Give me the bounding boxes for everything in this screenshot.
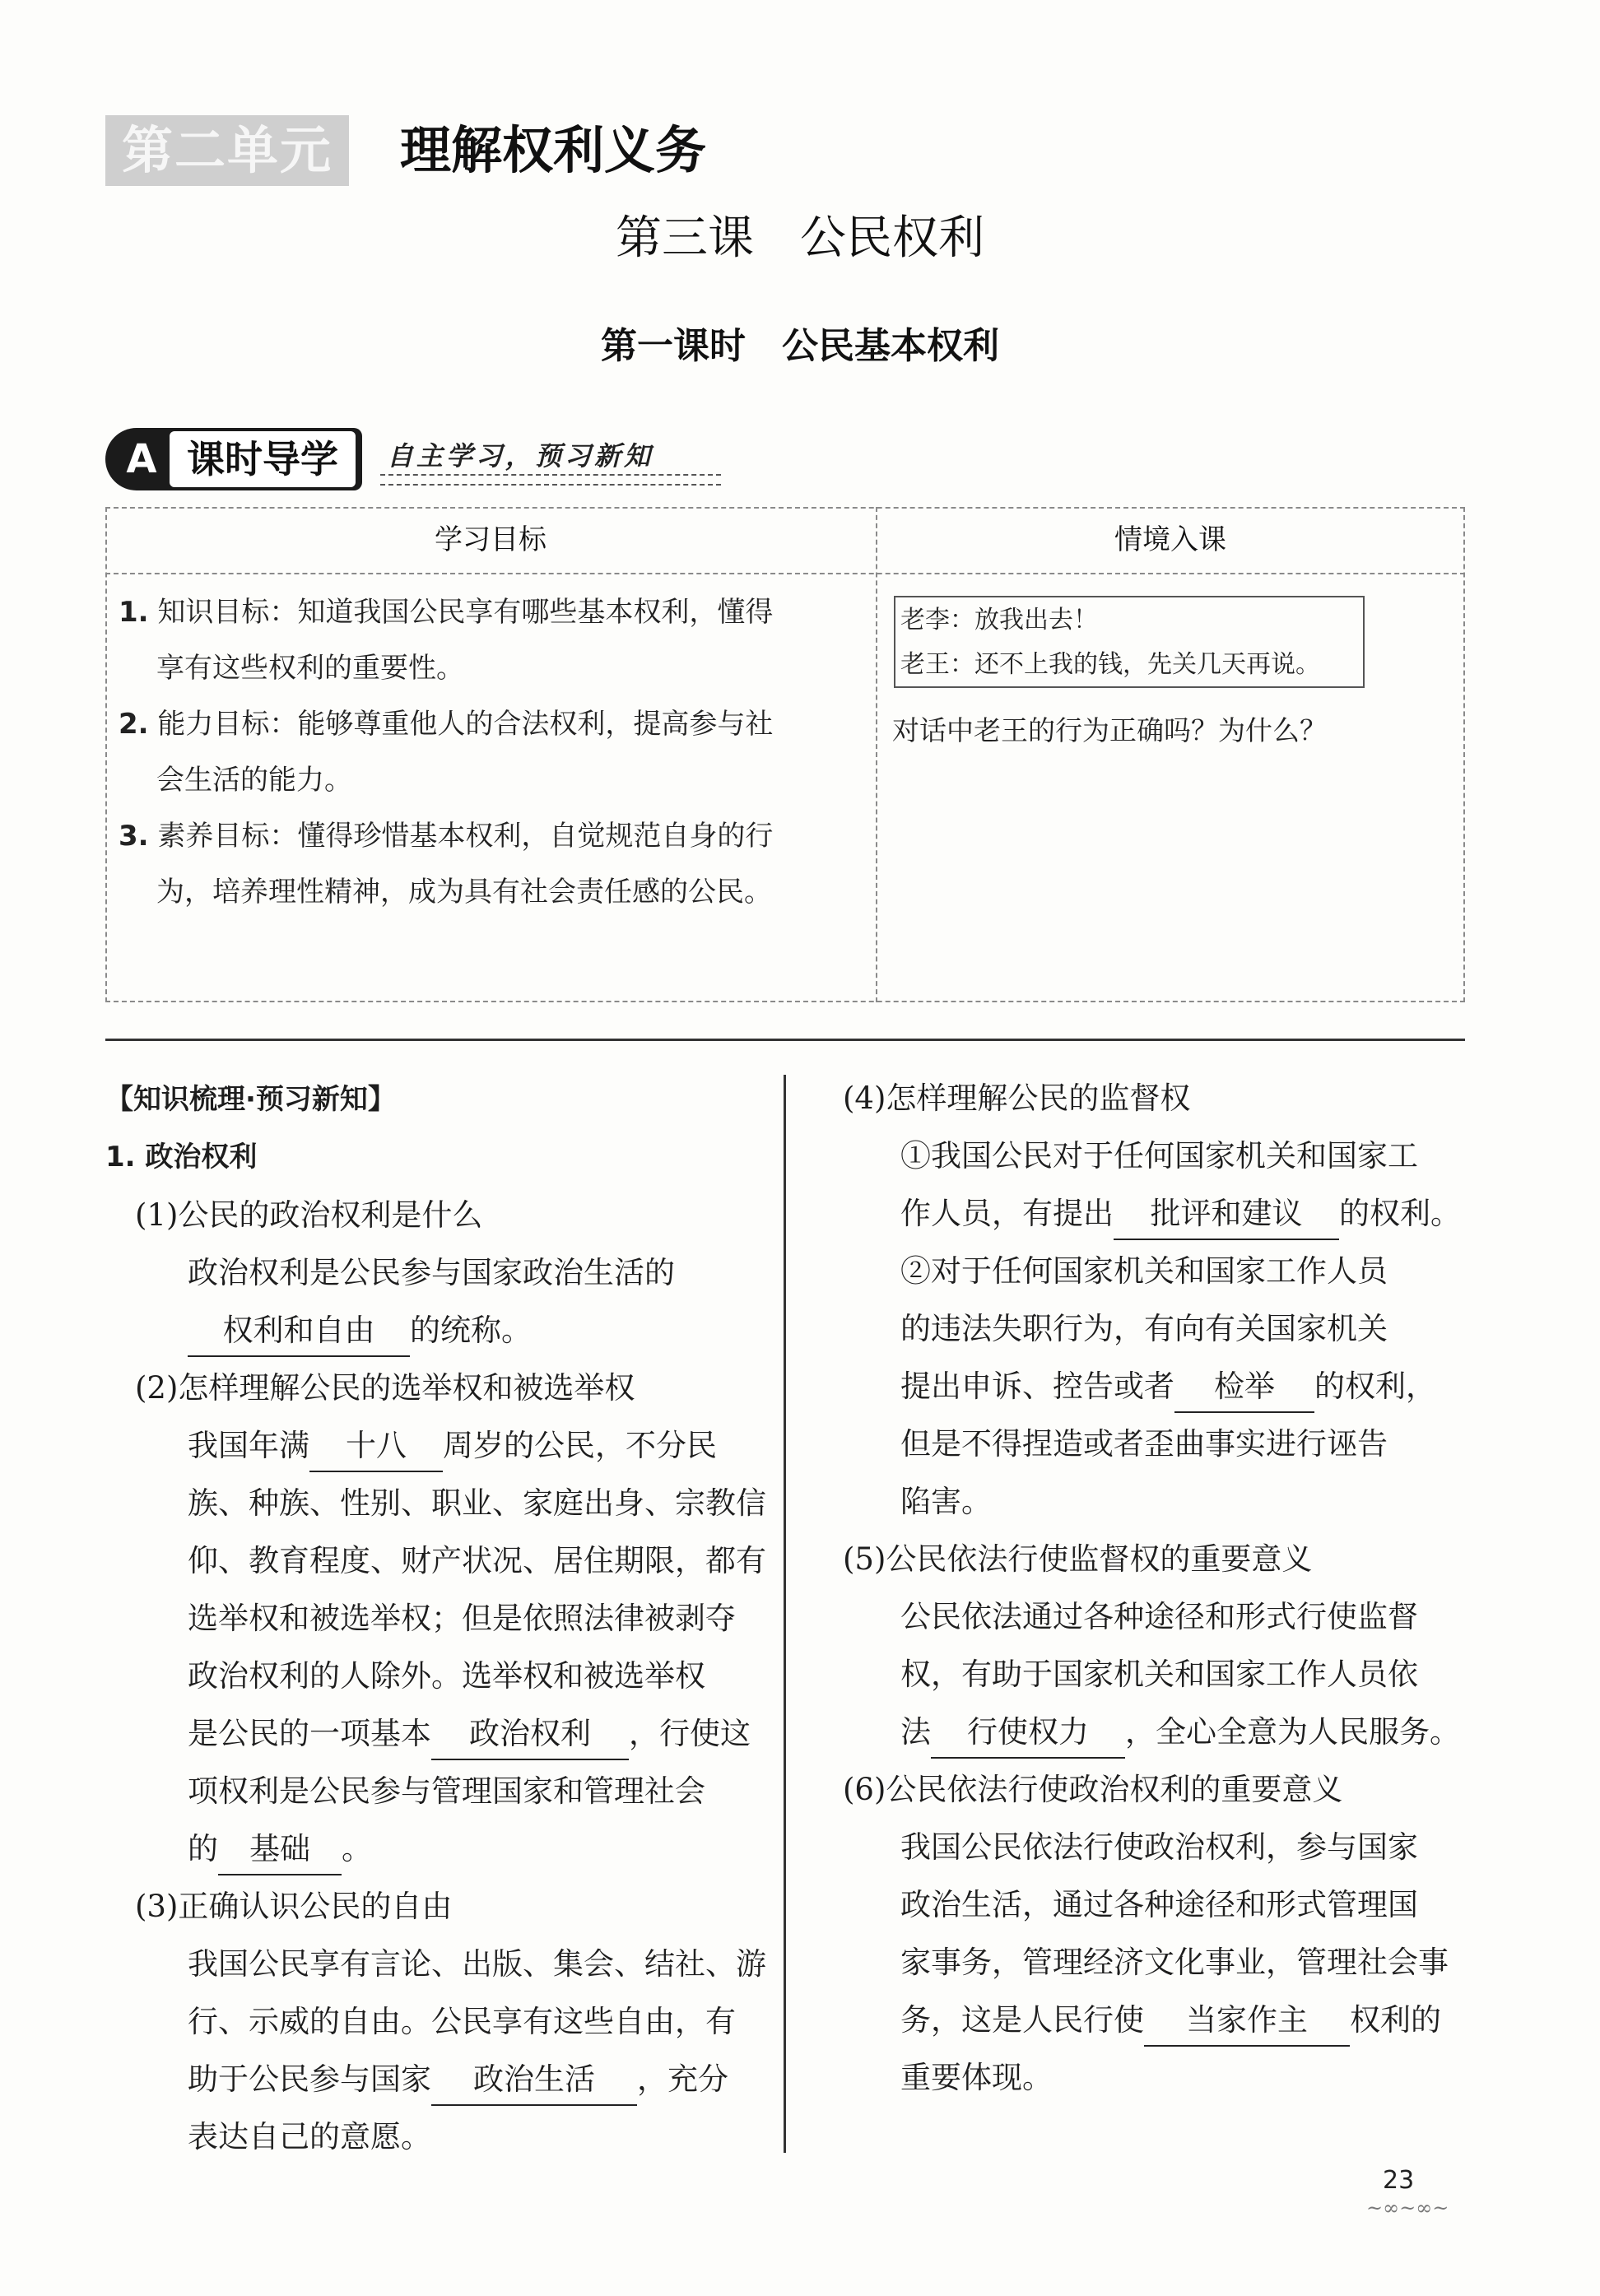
text-fragment: ，全心全意为人民服务。	[1125, 1714, 1460, 1750]
question-heading: (3)正确认识公民的自由	[135, 1889, 453, 1924]
paragraph-line: 公民依法通过各种途径和形式行使监督	[900, 1599, 1418, 1634]
lesson-title: 第三课 公民权利	[616, 211, 984, 265]
text-fragment: 权利的	[1350, 2002, 1441, 2038]
answer-blank: 批评和建议	[1114, 1189, 1339, 1240]
text-fragment: 助于公民参与国家	[188, 2061, 431, 2097]
objective-number: 2.	[119, 708, 149, 741]
text-fragment: 提出申诉、控告或者	[900, 1369, 1174, 1404]
knowledge-heading: 【知识梳理·预习新知】	[105, 1083, 396, 1116]
paragraph-line	[900, 1703, 1460, 1760]
text-fragment: 的权利。	[1339, 1196, 1461, 1231]
text-fragment: ，行使这	[629, 1716, 751, 1751]
objective-number: 3.	[119, 820, 149, 853]
paragraph-line: 族、种族、性别、职业、家庭出身、宗教信	[188, 1485, 766, 1521]
unit-badge: 第二单元	[105, 115, 349, 186]
text-fragment: 是公民的一项基本	[188, 1716, 431, 1751]
paragraph-line: 陷害。	[900, 1484, 992, 1519]
paragraph-line: 政治权利的人除外。选举权和被选举权	[188, 1658, 705, 1694]
dialog-line: 老李：放我出去！	[900, 606, 1098, 634]
answer-blank: 检举	[1174, 1362, 1314, 1413]
paragraph-line	[188, 1820, 372, 1877]
text-fragment: 务，这是人民行使	[900, 2002, 1144, 2038]
text-fragment: 法	[900, 1714, 931, 1750]
text-fragment: 我国年满	[188, 1428, 309, 1463]
page-ornament-icon: ~∞~∞~	[1366, 2196, 1449, 2219]
table-column-divider	[876, 507, 877, 1002]
section-separator	[105, 1039, 1465, 1041]
paragraph-line	[188, 1302, 532, 1359]
text-fragment: ，充分	[637, 2061, 728, 2097]
text-fragment: 作人员，有提出	[900, 1196, 1114, 1231]
paragraph-line: 项权利是公民参与管理国家和管理社会	[188, 1773, 705, 1809]
answer-blank: 行使权力	[931, 1708, 1125, 1759]
paragraph-line	[188, 2051, 728, 2108]
section-letter: A	[126, 436, 157, 482]
paragraph-line	[900, 1185, 1461, 1242]
table-header-divider	[105, 573, 1465, 574]
paragraph-line	[900, 1358, 1436, 1415]
paragraph-line	[188, 1705, 751, 1762]
paragraph-line	[188, 1417, 717, 1474]
paragraph-line: ②对于任何国家机关和国家工作人员	[900, 1253, 1388, 1289]
table-header-scenario: 情境入课	[1114, 523, 1226, 556]
text-fragment: 的	[188, 1831, 218, 1866]
question-heading: (4)怎样理解公民的监督权	[843, 1081, 1191, 1116]
text-fragment: 周岁的公民，不分民	[443, 1428, 717, 1463]
text-fragment: 的统称。	[410, 1313, 532, 1348]
answer-blank: 十八	[309, 1421, 443, 1472]
question-heading: (5)公民依法行使监督权的重要意义	[843, 1541, 1313, 1577]
dialog-line: 老王：还不上我的钱，先关几天再说。	[900, 650, 1320, 679]
paragraph-line: 政治权利是公民参与国家政治生活的	[188, 1255, 675, 1290]
question-heading: (2)怎样理解公民的选举权和被选举权	[135, 1370, 635, 1406]
section-label: 课时导学	[170, 431, 356, 487]
objective-text-cont: 为，培养理性精神，成为具有社会责任感的公民。	[156, 876, 772, 909]
objective-text-cont: 会生活的能力。	[156, 764, 352, 797]
paragraph-line: 仰、教育程度、财产状况、居住期限，都有	[188, 1543, 766, 1578]
question-heading: (6)公民依法行使政治权利的重要意义	[843, 1772, 1343, 1807]
objective-text: 知识目标：知道我国公民享有哪些基本权利，懂得	[157, 596, 774, 629]
paragraph-line: 但是不得捏造或者歪曲事实进行诬告	[900, 1426, 1388, 1462]
section-subtitle-underline	[380, 474, 721, 486]
paragraph-line: 重要体现。	[900, 2060, 1053, 2095]
answer-blank: 政治权利	[431, 1709, 629, 1760]
paragraph-line: ①我国公民对于任何国家机关和国家工	[900, 1138, 1418, 1174]
text-fragment: 。	[342, 1831, 372, 1866]
question-heading: (1)公民的政治权利是什么	[135, 1197, 483, 1233]
paragraph-line: 的违法失职行为，有向有关国家机关	[900, 1311, 1388, 1346]
answer-blank: 权利和自由	[188, 1306, 410, 1357]
page-number: 23	[1383, 2166, 1415, 2195]
paragraph-line: 选举权和被选举权；但是依照法律被剥夺	[188, 1601, 736, 1636]
paragraph-line	[900, 1992, 1441, 2048]
column-divider	[784, 1075, 786, 2153]
paragraph-line: 表达自己的意愿。	[188, 2119, 431, 2154]
answer-blank: 政治生活	[431, 2055, 637, 2106]
objective-item	[119, 584, 866, 696]
unit-title: 理解权利义务	[400, 120, 707, 180]
paragraph-line: 政治生活，通过各种途径和形式管理国	[900, 1887, 1418, 1922]
objective-number: 1.	[119, 596, 149, 629]
objective-text: 素养目标：懂得珍惜基本权利，自觉规范自身的行	[157, 820, 774, 853]
subsection-title: 1. 政治权利	[105, 1141, 258, 1174]
answer-blank: 基础	[218, 1824, 342, 1875]
period-title: 第一课时 公民基本权利	[601, 325, 999, 367]
paragraph-line: 家事务，管理经济文化事业，管理社会事	[900, 1945, 1449, 1980]
objective-item	[119, 696, 866, 808]
objective-text-cont: 享有这些权利的重要性。	[156, 652, 464, 685]
paragraph-line: 权，有助于国家机关和国家工作人员依	[900, 1657, 1418, 1692]
objective-text: 能力目标：能够尊重他人的合法权利，提高参与社	[157, 708, 774, 741]
answer-blank: 当家作主	[1144, 1996, 1350, 2047]
objective-item	[119, 808, 866, 920]
scenario-question: 对话中老王的行为正确吗？为什么？	[892, 714, 1327, 746]
section-subtitle: 自主学习，预习新知	[387, 440, 654, 472]
paragraph-line: 行、示威的自由。公民享有这些自由，有	[188, 2004, 736, 2039]
paragraph-line: 我国公民享有言论、出版、集会、结社、游	[188, 1946, 766, 1982]
table-header-objectives: 学习目标	[435, 523, 547, 556]
text-fragment: 的权利，	[1314, 1369, 1436, 1404]
paragraph-line: 我国公民依法行使政治权利，参与国家	[900, 1829, 1418, 1865]
